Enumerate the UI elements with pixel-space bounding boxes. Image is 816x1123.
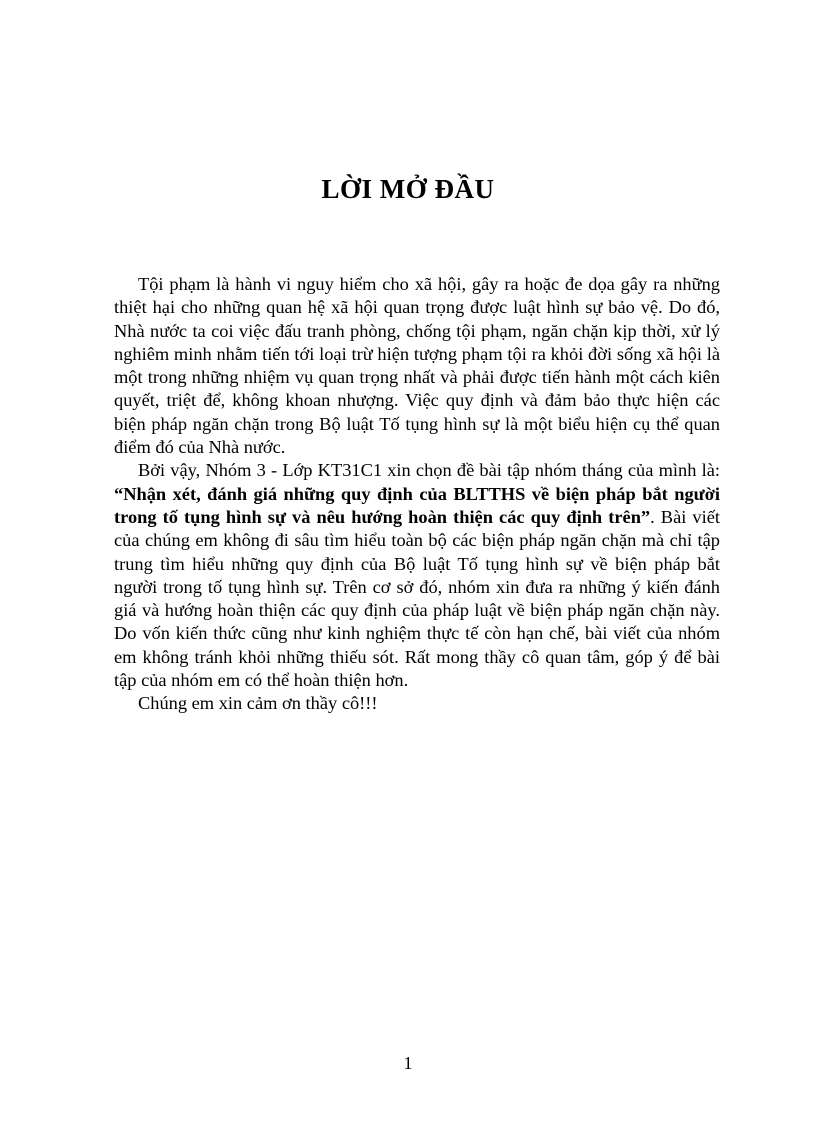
paragraph-thanks: Chúng em xin cảm ơn thầy cô!!! [138,693,378,714]
topic-title: “Nhận xét, đánh giá những quy định của BLTTHS về biện pháp bắt người trong tố tụng hình sự và nêu hướng hoàn thiện các quy định trên” [114,483,720,527]
paragraph-intro: Tội phạm là hành vi nguy hiểm cho xã hội, gây ra hoặc đe dọa gây ra những thiệt hại cho những quan hệ xã hội quan trọng được luật hình sự bảo vệ. Do đó, Nhà nước ta coi việc đấu tranh phòng, chống tội phạm, ngăn chặn kịp thời, xử lý nghiêm minh nhằm tiến tới loại trừ hiện tượng phạm tội ra khỏi đời sống xã hội là một trong những nhiệm vụ quan trọng nhất và phải được tiến hành một cách kiên quyết, triệt để, không khoan nhượng. Việc quy định và đảm bảo thực hiện các biện pháp ngăn chặn trong Bộ luật Tố tụng hình sự là một biểu hiện cụ thể quan điểm đó của Nhà nước. [114,274,720,458]
topic-lead-in: Bởi vậy, Nhóm 3 - Lớp KT31C1 xin chọn đề bài tập nhóm tháng của mình là: [138,460,720,481]
page-title: LỜI MỞ ĐẦU [321,174,495,204]
document-body [114,273,720,716]
paragraph-topic [114,459,720,692]
topic-description: . Bài viết của chúng em không đi sâu tìm hiểu toàn bộ các biện pháp ngăn chặn mà chỉ tập trung tìm hiểu những quy định của Bộ luật Tố tụng hình sự về biện pháp bắt người trong tố tụng hình sự. Trên cơ sở đó, nhóm xin đưa ra những ý kiến đánh giá và hướng hoàn thiện các quy định của pháp luật về biện pháp ngăn chặn này. Do vốn kiến thức cũng như kinh nghiệm thực tế còn hạn chế, bài viết của nhóm em không tránh khỏi những thiếu sót. Rất mong thầy cô quan tâm, góp ý để bài tập của nhóm em có thể hoàn thiện hơn. [114,506,720,691]
page-number: 1 [403,1053,413,1073]
